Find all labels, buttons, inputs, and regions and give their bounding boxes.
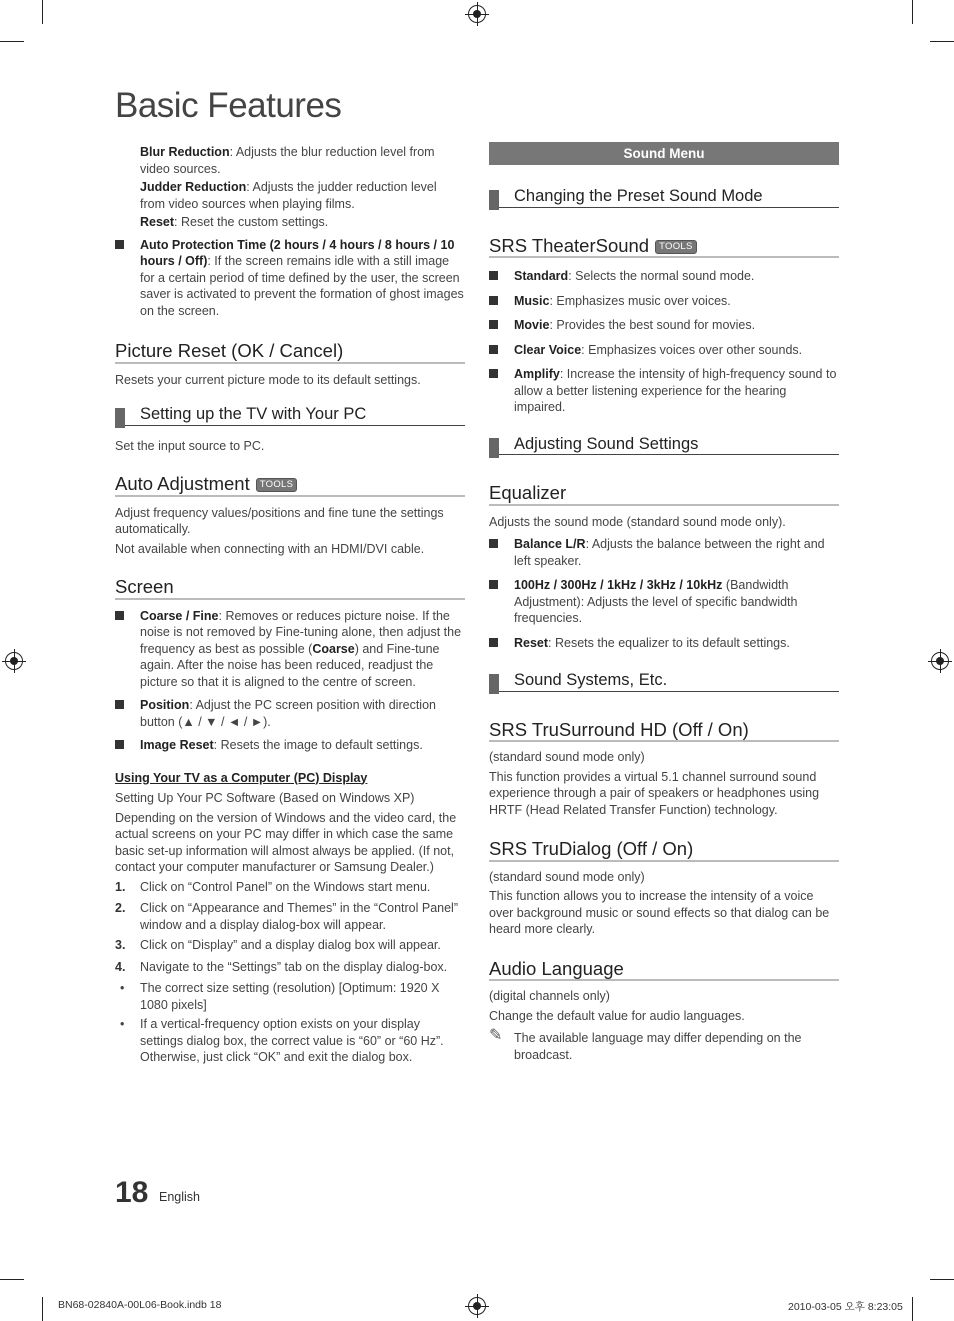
registration-mark-icon [468, 5, 486, 23]
bullet-icon [115, 740, 124, 749]
bullet-icon [115, 700, 124, 709]
left-column [115, 144, 465, 1066]
pc-setup-heading: Setting up the TV with Your PC [115, 406, 465, 426]
list-item: 2. Click on “Appearance and Themes” in the “Control Panel” window and a display dialog-box will appear. [115, 901, 458, 932]
equalizer-heading: Equalizer [489, 485, 839, 506]
intro-list [115, 144, 465, 231]
screen-heading: Screen [115, 579, 465, 600]
sound-menu-bar: Sound Menu [489, 142, 839, 165]
registration-mark-icon [468, 1297, 486, 1315]
crop-mark [0, 41, 24, 42]
list-item: Coarse / Fine: Removes or reduces picture noise. If the noise is not removed by Fine-tuning alone, then adjust the frequency as best as possible (Coarse) and Fine-tune again. After the noise has been reduced, readjust the picture so that it is aligned to the centre of screen. [115, 608, 465, 691]
list-item: Reset: Resets the equalizer to its default settings. [489, 635, 839, 652]
trusurround-note: (standard sound mode only) [489, 750, 645, 764]
picture-reset-heading: Picture Reset (OK / Cancel) [115, 343, 465, 364]
bullet-icon [489, 580, 498, 589]
footer-date: 2010-03-05 오후 8:23:05 [788, 1301, 903, 1313]
crop-mark [42, 1297, 43, 1321]
page-number: 18 [115, 1176, 149, 1209]
trusurround-text: This function provides a virtual 5.1 channel surround sound experience through a pair of speakers or headphones using HRTF (Head Related Transfer Function) technology. [489, 769, 820, 817]
list-item: Balance L/R: Adjusts the balance between the right and left speaker. [489, 536, 839, 569]
crop-mark [912, 1297, 913, 1321]
list-item: 4. Navigate to the “Settings” tab on the display dialog-box. [115, 959, 448, 974]
list-item: Music: Emphasizes music over voices. [489, 293, 839, 310]
pc-setup-text: Set the input source to PC. [115, 438, 265, 453]
list-item: Judder Reduction: Adjusts the judder reduction level from video sources when playing films. [140, 180, 437, 211]
crop-mark [930, 1279, 954, 1280]
picture-reset-text: Resets your current picture mode to its default settings. [115, 372, 421, 387]
trusurround-heading: SRS TruSurround HD (Off / On) [489, 722, 839, 743]
audio-language-text: Change the default value for audio languages. [489, 1008, 745, 1023]
list-item: • The correct size setting (resolution) [Optimum: 1920 X 1080 pixels] [120, 981, 440, 1012]
bullet-icon [489, 369, 498, 378]
list-item: Reset: Reset the custom settings. [140, 215, 329, 229]
audio-language-heading: Audio Language [489, 961, 839, 982]
footer-file: BN68-02840A-00L06-Book.indb 18 [58, 1299, 222, 1311]
crop-mark [930, 41, 954, 42]
bullet-icon [489, 296, 498, 305]
pc-display-sub: Setting Up Your PC Software (Based on Windows XP) [115, 791, 415, 805]
auto-adjustment-text: Adjust frequency values/positions and fine tune the settings automatically. [115, 505, 444, 536]
page-title: Basic Features [115, 86, 342, 125]
trudialog-note: (standard sound mode only) [489, 869, 645, 884]
list-item: Image Reset: Resets the image to default settings. [115, 737, 465, 754]
bullet-icon [115, 240, 124, 249]
srs-theater-heading: SRS TheaterSound TOOLS [489, 238, 839, 259]
bullet-icon [115, 611, 124, 620]
audio-language-note: (digital channels only) [489, 989, 610, 1003]
trudialog-heading: SRS TruDialog (Off / On) [489, 841, 839, 862]
list-item: Position: Adjust the PC screen position with direction button (▲ / ▼ / ◄ / ►). [115, 697, 465, 730]
equalizer-text: Adjusts the sound mode (standard sound mode only). [489, 514, 786, 529]
list-item: Amplify: Increase the intensity of high-frequency sound to allow a better listening experience for the hearing impaired. [489, 366, 839, 416]
auto-protection-item: Auto Protection Time (2 hours / 4 hours / 8 hours / 10 hours / Off): If the screen remains idle with a still image for a certain period of time defined by the user, the screen saver is activated to prevent the formation of ghost images on the screen. [115, 237, 465, 320]
preset-heading: Changing the Preset Sound Mode [489, 188, 839, 208]
crop-mark [0, 1279, 24, 1280]
sound-systems-heading: Sound Systems, Etc. [489, 672, 839, 692]
bullet-icon [489, 638, 498, 647]
list-item: Clear Voice: Emphasizes voices over other sounds. [489, 342, 839, 359]
memo: ✎ The available language may differ depending on the broadcast. [489, 1027, 802, 1062]
tools-icon: TOOLS [655, 240, 697, 254]
auto-adjustment-heading: Auto Adjustment TOOLS [115, 476, 465, 497]
trudialog-text: This function allows you to increase the intensity of a voice over background music or sound effects so that dialog can be heard more clearly. [489, 889, 830, 936]
list-item: Standard: Selects the normal sound mode. [489, 268, 839, 285]
adjusting-heading: Adjusting Sound Settings [489, 436, 839, 456]
bullet-icon [489, 320, 498, 329]
list-item: 1. Click on “Control Panel” on the Windows start menu. [115, 879, 431, 894]
page-language: English [159, 1190, 200, 1204]
bullet-icon [489, 539, 498, 548]
list-item: • If a vertical-frequency option exists on your display settings dialog box, the correct value is “60” or “60 Hz”. Otherwise, just click “OK” and exit the dialog box. [120, 1017, 444, 1064]
registration-mark-icon [5, 652, 23, 670]
auto-adjustment-note: Not available when connecting with an HDMI/DVI cable. [115, 541, 425, 556]
pencil-note-icon: ✎ [489, 1027, 503, 1044]
bullet-icon [489, 271, 498, 280]
list-item: 3. Click on “Display” and a display dialog box will appear. [115, 938, 441, 952]
tools-icon: TOOLS [256, 478, 298, 492]
list-item: Blur Reduction: Adjusts the blur reduction level from video sources. [140, 145, 435, 176]
right-column [489, 142, 839, 1063]
pc-display-heading: Using Your TV as a Computer (PC) Display [115, 770, 368, 785]
bullet-icon [489, 345, 498, 354]
crop-mark [42, 0, 43, 24]
crop-mark [912, 0, 913, 24]
registration-mark-icon [931, 652, 949, 670]
pc-display-intro: Depending on the version of Windows and the video card, the actual screens on your PC may differ in which case the same basic set-up information will almost always be applied. (If not, contact your computer manufacturer or Samsung Dealer.) [115, 810, 457, 874]
list-item: Movie: Provides the best sound for movies. [489, 317, 839, 334]
list-item: 100Hz / 300Hz / 1kHz / 3kHz / 10kHz (Bandwidth Adjustment): Adjusts the level of specific bandwidth frequencies. [489, 577, 839, 627]
